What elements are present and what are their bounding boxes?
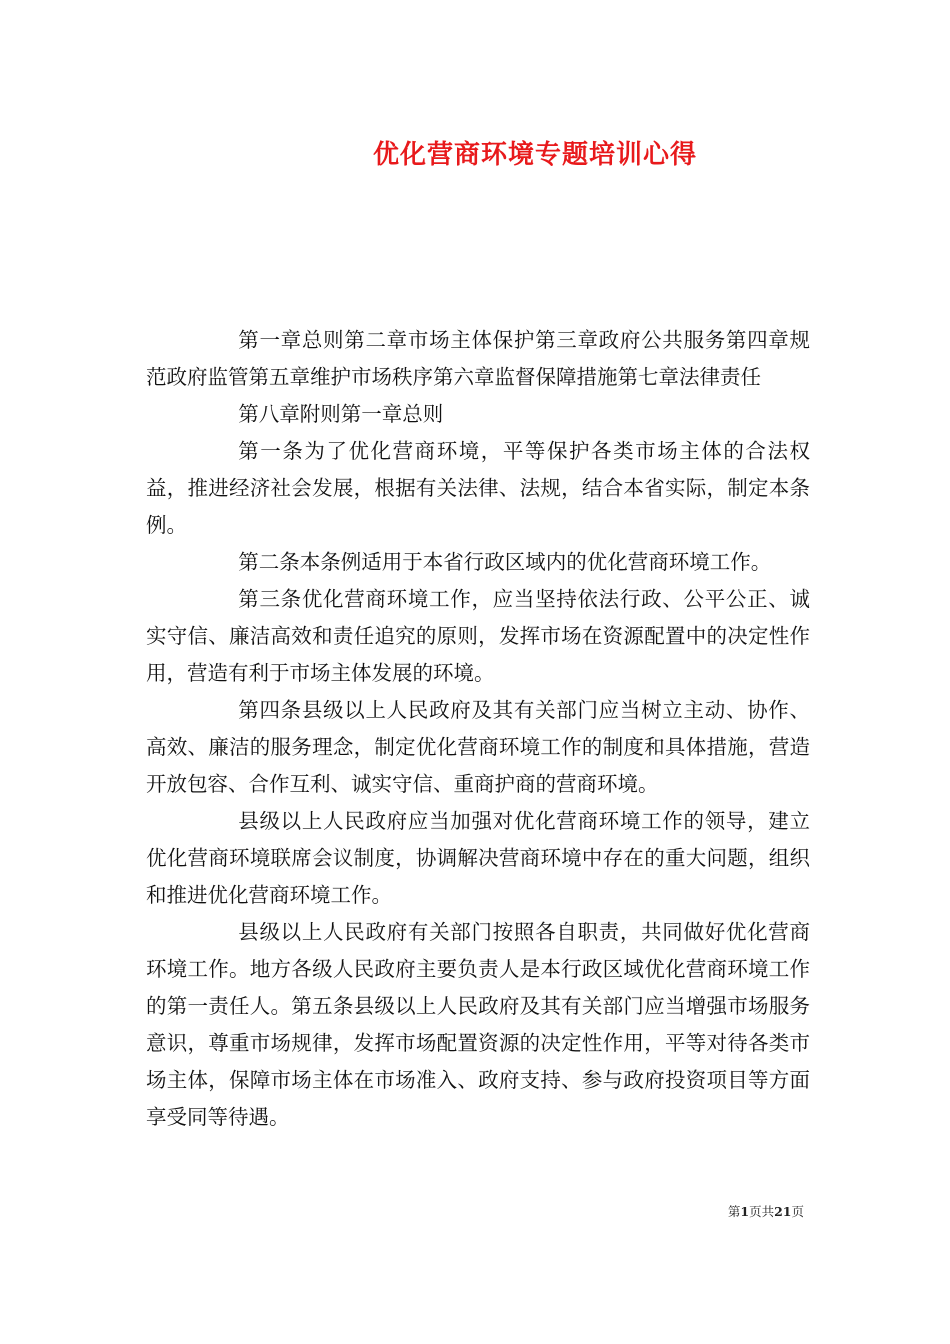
document-title: 优化营商环境专题培训心得 [372, 140, 697, 170]
paragraph-article-4-5: 县级以上人民政府有关部门按照各自职责，共同做好优化营商环境工作。地方各级人民政府主要负责人是本行政区域优化营商环境工作的第一责任人。第五条县级以上人民政府及其有关部门应当增强市场服务意识，尊重市场规律，发挥市场配置资源的决定性作用，平等对待各类市场主体，保障市场主体在市场准入、政府支持、参与政府投资项目等方面享受同等待遇。 [146, 920, 810, 1129]
footer-middle: 页共 [749, 1204, 775, 1219]
paragraph-appendix: 第八章附则第一章总则 [238, 402, 444, 426]
paragraph-article-3: 第三条优化营商环境工作，应当坚持依法行政、公平公正、诚实守信、廉洁高效和责任追究的原则，发挥市场在资源配置中的决定性作用，营造有利于市场主体发展的环境。 [146, 587, 810, 685]
footer-total-pages: 21 [774, 1204, 792, 1219]
paragraph-article-2: 第二条本条例适用于本省行政区域内的优化营商环境工作。 [238, 550, 772, 574]
footer-current-page: 1 [740, 1204, 750, 1219]
paragraph-chapters: 第一章总则第二章市场主体保护第三章政府公共服务第四章规范政府监管第五章维护市场秩序第六章监督保障措施第七章法律责任 [146, 328, 810, 389]
footer-suffix: 页 [791, 1204, 804, 1219]
paragraph-article-1: 第一条为了优化营商环境，平等保护各类市场主体的合法权益，推进经济社会发展，根据有关法律、法规，结合本省实际，制定本条例。 [146, 439, 810, 537]
page-number-footer [728, 1202, 804, 1220]
paragraph-article-4-leadership: 县级以上人民政府应当加强对优化营商环境工作的领导，建立优化营商环境联席会议制度，协调解决营商环境中存在的重大问题，组织和推进优化营商环境工作。 [146, 809, 810, 907]
document-body [146, 322, 810, 1136]
paragraph-article-4: 第四条县级以上人民政府及其有关部门应当树立主动、协作、高效、廉洁的服务理念，制定优化营商环境工作的制度和具体措施，营造开放包容、合作互利、诚实守信、重商护商的营商环境。 [146, 698, 810, 796]
footer-prefix: 第 [727, 1204, 741, 1219]
